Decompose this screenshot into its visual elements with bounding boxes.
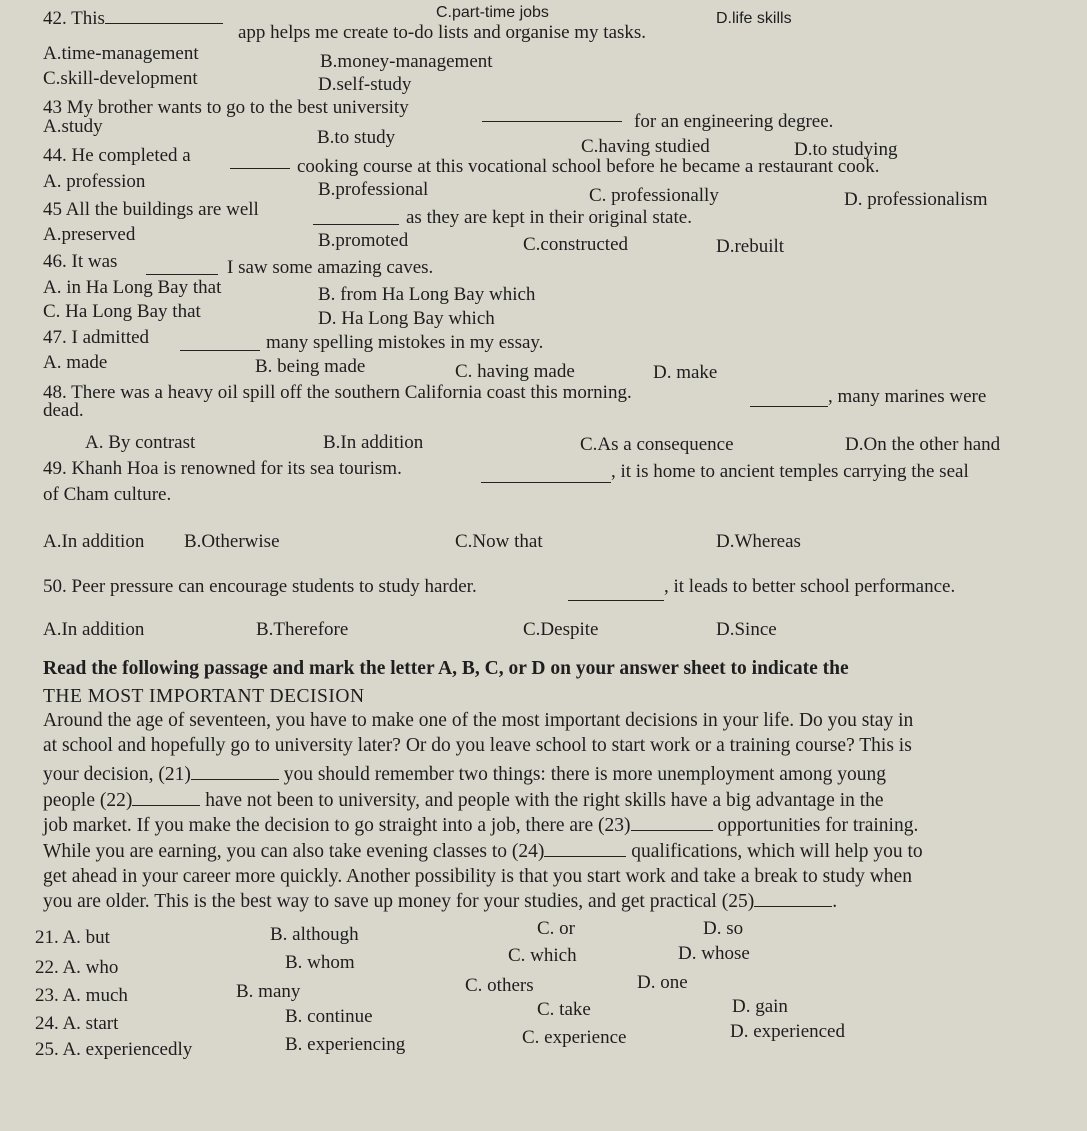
- q42-option-b: B.money-management: [320, 51, 493, 72]
- q50-option-b: B.Therefore: [256, 619, 349, 640]
- question-50: 50. Peer pressure can encourage students to study harder.: [43, 576, 477, 597]
- q46-option-c: C. Ha Long Bay that: [43, 301, 201, 322]
- q45-option-d: D.rebuilt: [716, 236, 785, 257]
- q49-option-c: C.Now that: [455, 531, 543, 552]
- question-49: 49. Khanh Hoa is renowned for its sea tourism.: [43, 458, 402, 479]
- q21-option-c: C. or: [537, 918, 575, 939]
- question-47: 47. I admitted: [43, 327, 150, 348]
- question-50-rest: , it leads to better school performance.: [664, 576, 956, 597]
- q42-option-a: A.time-management: [43, 43, 199, 64]
- question-47-rest: many spelling mistokes in my essay.: [266, 332, 544, 353]
- q41-option-c: C.part-time jobs: [436, 4, 549, 21]
- passage-line-7: get ahead in your career more quickly. Another possibility is that you start work and take a break to study when: [43, 866, 912, 887]
- q43-option-a: A.study: [43, 116, 103, 137]
- q47-option-a: A. made: [43, 352, 108, 373]
- q45-option-a: A.preserved: [43, 224, 136, 245]
- q46-blank: [146, 260, 218, 275]
- q43-option-c: C.having studied: [581, 136, 710, 157]
- passage-line-2: at school and hopefully go to university later? Or do you leave school to start work or a training course? This is: [43, 735, 912, 756]
- q47-option-d: D. make: [653, 362, 718, 383]
- q50-option-a: A.In addition: [43, 619, 145, 640]
- question-44: 44. He completed a: [43, 145, 191, 166]
- passage-line-8: you are older. This is the best way to save up money for your studies, and get practical (25) .: [43, 891, 838, 912]
- q42-option-d: D.self-study: [318, 74, 412, 95]
- q24-option-a: 24. A. start: [35, 1013, 119, 1034]
- q22-option-d: D. whose: [678, 943, 750, 964]
- q25-option-d: D. experienced: [730, 1021, 845, 1042]
- q47-blank: [180, 336, 260, 351]
- q43-option-b: B.to study: [317, 127, 396, 148]
- q46-option-b: B. from Ha Long Bay which: [318, 284, 536, 305]
- q48-option-c: C.As a consequence: [580, 434, 734, 455]
- q21-option-a: 21. A. but: [35, 927, 110, 948]
- q22-option-c: C. which: [508, 945, 577, 966]
- q23-option-a: 23. A. much: [35, 985, 128, 1006]
- question-49-rest: , it is home to ancient temples carrying the seal: [611, 461, 969, 482]
- q46-option-a: A. in Ha Long Bay that: [43, 277, 222, 298]
- q21-option-b: B. although: [270, 924, 359, 945]
- q44-option-c: C. professionally: [589, 185, 719, 206]
- q45-option-b: B.promoted: [318, 230, 409, 251]
- passage-title: THE MOST IMPORTANT DECISION: [43, 686, 365, 707]
- q49-option-a: A.In addition: [43, 531, 145, 552]
- q44-option-a: A. profession: [43, 171, 146, 192]
- q21-option-d: D. so: [703, 918, 744, 939]
- q50-option-d: D.Since: [716, 619, 777, 640]
- q50-option-c: C.Despite: [523, 619, 599, 640]
- q43-blank: [482, 107, 622, 122]
- q50-blank: [568, 586, 664, 601]
- q25-option-a: 25. A. experiencedly: [35, 1039, 193, 1060]
- q47-option-c: C. having made: [455, 361, 575, 382]
- question-44-rest: cooking course at this vocational school before he became a restaurant cook.: [297, 156, 880, 177]
- question-45: 45 All the buildings are well: [43, 199, 259, 220]
- q41-option-d: D.life skills: [716, 10, 792, 27]
- q45-blank: [313, 210, 399, 225]
- q44-option-d: D. professionalism: [844, 189, 988, 210]
- passage-line-4: people (22) have not been to university, and people with the right skills have a big advantage in the: [43, 790, 884, 811]
- question-48: 48. There was a heavy oil spill off the southern California coast this morning.: [43, 382, 632, 403]
- reading-instruction: Read the following passage and mark the letter A, B, C, or D on your answer sheet to indicate the: [43, 658, 849, 679]
- q48-blank: [750, 392, 828, 407]
- q44-option-b: B.professional: [318, 179, 429, 200]
- question-42-rest: app helps me create to-do lists and organise my tasks.: [238, 22, 647, 43]
- q24-option-d: D. gain: [732, 996, 788, 1017]
- question-46-rest: I saw some amazing caves.: [227, 257, 434, 278]
- q23-option-b: B. many: [236, 981, 301, 1002]
- q48-option-b: B.In addition: [323, 432, 424, 453]
- q25-option-c: C. experience: [522, 1027, 627, 1048]
- q22-option-b: B. whom: [285, 952, 355, 973]
- q25-option-b: B. experiencing: [285, 1034, 406, 1055]
- q23-option-d: D. one: [637, 972, 688, 993]
- q22-option-a: 22. A. who: [35, 957, 119, 978]
- q24-option-c: C. take: [537, 999, 591, 1020]
- q23-option-c: C. others: [465, 975, 534, 996]
- q47-option-b: B. being made: [255, 356, 366, 377]
- passage-line-5: job market. If you make the decision to go straight into a job, there are (23) opportunities for training.: [43, 815, 919, 836]
- q49-option-b: B.Otherwise: [184, 531, 280, 552]
- q48-option-d: D.On the other hand: [845, 434, 1001, 455]
- passage-line-1: Around the age of seventeen, you have to make one of the most important decisions in your life. Do you stay in: [43, 710, 914, 731]
- q46-option-d: D. Ha Long Bay which: [318, 308, 495, 329]
- question-46: 46. It was: [43, 251, 118, 272]
- passage-line-3: your decision, (21) you should remember two things: there is more unemployment among young: [43, 764, 886, 785]
- q43-option-d: D.to studying: [794, 139, 898, 160]
- q45-option-c: C.constructed: [523, 234, 629, 255]
- question-42: 42. This: [43, 8, 223, 30]
- question-49-line2: of Cham culture.: [43, 484, 172, 505]
- question-45-rest: as they are kept in their original state.: [406, 207, 692, 228]
- q49-blank: [481, 468, 611, 483]
- q42-option-c: C.skill-development: [43, 68, 198, 89]
- q48-option-a: A. By contrast: [85, 432, 196, 453]
- question-43-rest: for an engineering degree.: [634, 111, 834, 132]
- question-43: 43 My brother wants to go to the best university: [43, 97, 409, 118]
- passage-line-6: While you are earning, you can also take evening classes to (24) qualifications, which will help you to: [43, 841, 923, 862]
- question-48-line2: dead.: [43, 400, 84, 421]
- q44-blank: [230, 154, 290, 169]
- question-48-rest: , many marines were: [828, 386, 987, 407]
- q49-option-d: D.Whereas: [716, 531, 801, 552]
- q24-option-b: B. continue: [285, 1006, 373, 1027]
